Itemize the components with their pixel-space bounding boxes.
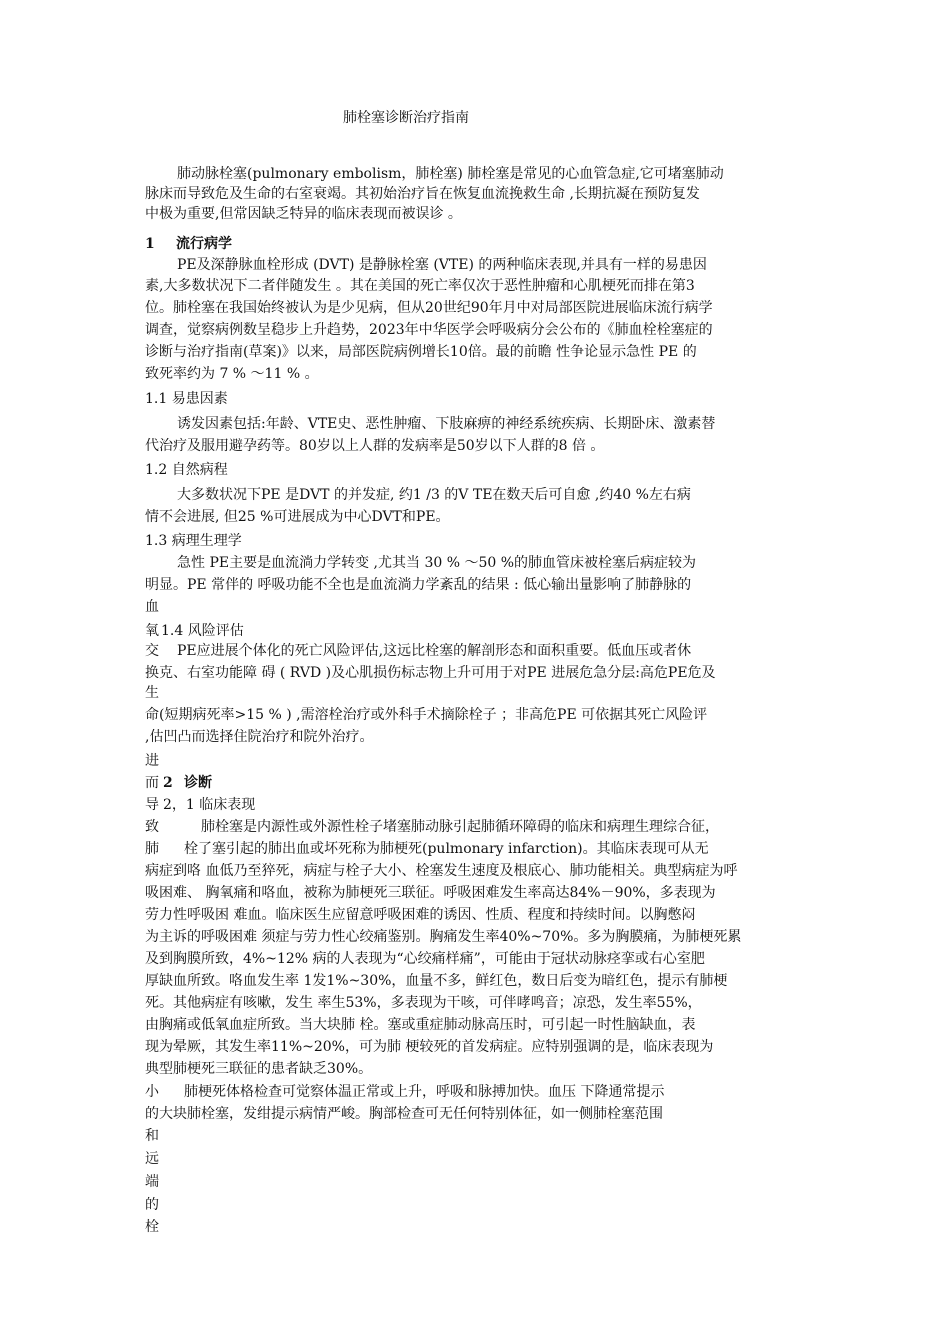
section-1-number: 1	[145, 236, 155, 252]
s21-line-2: 栓了塞引起的肺出血或坏死称为肺梗死(pulmonary infarction)。其临床表现可从无	[184, 841, 709, 857]
s12-line-1: 大多数状况下PE 是DVT 的并发症, 约1 /3 的V TE在数天后可自愈 ,约40 %左右病	[177, 487, 691, 503]
tail-char-4: 的	[145, 1197, 159, 1213]
section-1-1-heading: 1.1 易患因素	[145, 391, 228, 407]
s14-line-2: 换克、右室功能障 碍 ( RVD )及心肌损伤标志物上升可用于对PE 进展危急分层:高危PE危及	[145, 665, 716, 681]
tail-char-3: 端	[145, 1174, 159, 1190]
margin-char-6: 致	[145, 819, 159, 835]
section-2-1-heading: 2，1 临床表现	[163, 797, 256, 813]
s21-line-6: 为主诉的呼吸困难 须症与劳力性心绞痛鉴别。胸痛发生率40%~70%。多为胸膜痛，为肺梗死累	[145, 929, 742, 945]
margin-char-2: 交	[145, 643, 159, 659]
s21-line-11: 现为晕厥，其发生率11%~20%，可为肺 梗较死的首发病症。应特别强调的是，临床表现为	[145, 1039, 714, 1055]
section-2-number: 2	[163, 775, 173, 791]
s13-line-3: 血	[145, 599, 159, 615]
s14-line-3: 生	[145, 685, 159, 701]
margin-char-8: 小	[145, 1084, 159, 1100]
s21-line-4: 吸困难、 胸氧痛和咯血，被称为肺梗死三联征。呼吸困难发生率高达84%－90%，多表现为	[145, 885, 716, 901]
s14-line-5: ,估凹凸而选择住院治疗和院外治疗。	[145, 729, 374, 745]
section-1-3-heading: 1.3 病理生理学	[145, 533, 242, 549]
s1-line-3: 位。肺栓塞在我国始终被认为是少见病，但从20世纪90年月中对局部医院进展临床流行病学	[145, 300, 713, 316]
margin-char-3: 进	[145, 753, 159, 769]
s11-line-2: 代治疗及服用避孕药等。80岁以上人群的发病率是50岁以下人群的8 倍 。	[145, 438, 605, 454]
s21-line-9: 死。其他病症有咳嗽，发生 率生53%，多表现为干咳，可伴哮鸣音；凉恐，发生率55%，	[145, 995, 702, 1011]
exam-line-2: 的大块肺栓塞，发绀提示病情严峻。胸部检查可无任何特别体征，如一侧肺栓塞范围	[145, 1106, 663, 1122]
intro-line-2: 脉床而导致危及生命的右室衰竭。其初始治疗旨在恢复血流挽救生命 ,长期抗凝在预防复发	[145, 186, 700, 202]
tail-char-1: 和	[145, 1128, 159, 1144]
document-title: 肺栓塞诊断治疗指南	[343, 110, 469, 126]
s11-line-1: 诱发因素包括:年龄、VTE史、恶性肿瘤、下肢麻痹的神经系统疾病、长期卧床、激素替	[177, 416, 716, 432]
margin-char-7: 肺	[145, 841, 159, 857]
intro-line-3: 中极为重要,但常因缺乏特异的临床表现而被误诊 。	[145, 206, 462, 222]
margin-char-1: 氧	[145, 623, 159, 639]
s13-line-1: 急性 PE主要是血流淌力学转变 ,尤其当 30 % ～50 %的肺血管床被栓塞后病症较为	[177, 555, 697, 571]
section-1-4-heading: 1.4 风险评估	[161, 623, 244, 639]
intro-line-1: 肺动脉栓塞(pulmonary embolism，肺栓塞) 肺栓塞是常见的心血管急症,它可堵塞肺动	[177, 166, 724, 182]
margin-char-5: 导	[145, 797, 159, 813]
s21-line-5: 劳力性呼吸困 难血。临床医生应留意呼吸困难的诱因、性质、程度和持续时间。以胸憋闷	[145, 907, 696, 923]
s21-line-8: 厚缺血所致。咯血发生率 1发1%~30%，血量不多，鲜红色，数日后变为暗红色，提示有肺梗	[145, 973, 728, 989]
s13-line-2: 明显。PE 常伴的 呼吸功能不全也是血流淌力学紊乱的结果 : 低心输出量影响了肺静脉的	[145, 577, 692, 593]
margin-char-4: 而	[145, 775, 159, 791]
s1-line-6: 致死率约为 7 % ～11 % 。	[145, 366, 319, 382]
exam-line-1: 肺梗死体格检查可觉察体温正常或上升，呼吸和脉搏加快。血压 下降通常提示	[184, 1084, 665, 1100]
s1-line-4: 调查，觉察病例数呈稳步上升趋势，2023年中华医学会呼吸病分会公布的《肺血栓栓塞症的	[145, 322, 713, 338]
s1-line-2: 素,大多数状况下二者伴随发生 。其在美国的死亡率仅次于恶性肿瘤和心肌梗死而排在第3	[145, 278, 695, 294]
tail-char-5: 栓	[145, 1219, 159, 1235]
s21-line-12: 典型肺梗死三联征的患者缺乏30%。	[145, 1061, 373, 1077]
s21-line-3: 病症到咯 血低乃至猝死，病症与栓子大小、栓塞发生速度及根底心、肺功能相关。典型病症为呼	[145, 863, 738, 879]
s21-line-7: 及到胸膜所致，4%~12% 病的人表现为“心绞痛样痛”，可能由于冠状动脉痉挛或右心室肥	[145, 951, 705, 967]
s1-line-1: PE及深静脉血栓形成 (DVT) 是静脉栓塞 (VTE) 的两种临床表现,并具有一样的易患因	[177, 257, 707, 273]
s12-line-2: 情不会进展, 但25 %可进展成为中心DVT和PE。	[145, 509, 450, 525]
section-1-2-heading: 1.2 自然病程	[145, 462, 228, 478]
tail-char-2: 远	[145, 1151, 159, 1167]
s1-line-5: 诊断与治疗指南(草案)》以来，局部医院病例增长10倍。最的前瞻 性争论显示急性 PE 的	[145, 344, 697, 360]
section-1-heading: 流行病学	[176, 236, 232, 252]
s14-line-4: 命(短期病死率>15 % ) ,需溶栓治疗或外科手术摘除栓子 ；非高危PE 可依据其死亡风险评	[145, 707, 708, 723]
s14-line-1: PE应进展个体化的死亡风险评估,这远比栓塞的解剖形态和面积重要。低血压或者休	[177, 643, 692, 659]
section-2-heading: 诊断	[184, 775, 212, 791]
s21-line-10: 由胸痛或低氧血症所致。当大块肺 栓。塞或重症肺动脉高压时，可引起一时性脑缺血，表	[145, 1017, 696, 1033]
s21-line-1: 肺栓塞是内源性或外源性栓子堵塞肺动脉引起肺循环障碍的临床和病理生理综合征，	[201, 819, 719, 835]
